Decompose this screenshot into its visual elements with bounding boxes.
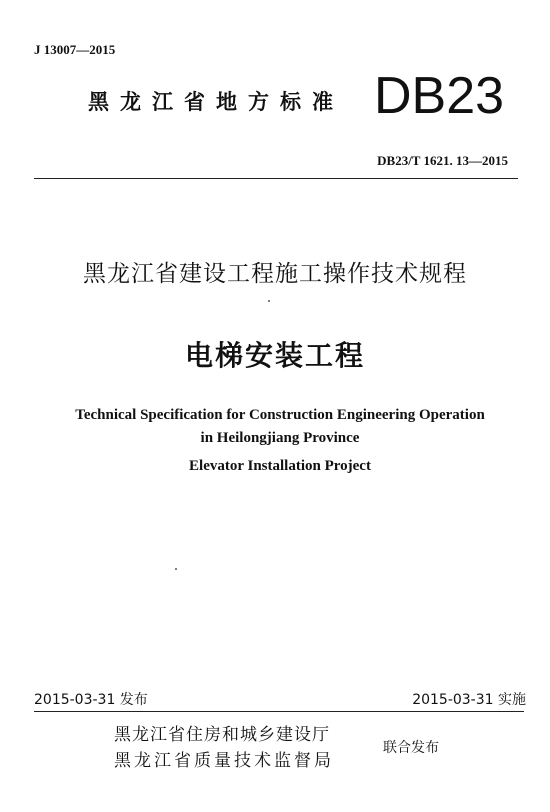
series-title-cn: 黑龙江省建设工程施工操作技术规程	[83, 261, 467, 287]
issue-date: 2015-03-31 发布	[34, 692, 148, 708]
scan-speck	[175, 568, 177, 570]
standard-kind: 黑龙江省地方标准	[88, 90, 344, 114]
top-divider	[34, 178, 518, 179]
record-number: J 13007—2015	[34, 42, 116, 57]
series-title-en-line1: Technical Specification for Construction Engineering Operation	[75, 407, 485, 423]
issuer-housing-dept: 黑龙江省住房和城乡建设厅	[114, 725, 330, 745]
series-title-en	[0, 404, 550, 450]
issuer-quality-bureau: 黑龙江省质量技术监督局	[114, 751, 334, 771]
series-title-en-line2: in Heilongjiang Province	[200, 430, 360, 446]
effective-date: 2015-03-31 实施	[412, 692, 526, 708]
standard-number: DB23/T 1621. 13—2015	[377, 153, 508, 168]
standard-code: DB23	[374, 67, 505, 125]
joint-issue-label: 联合发布	[383, 740, 439, 756]
main-title-cn: 电梯安装工程	[184, 339, 365, 372]
bottom-divider	[34, 711, 524, 712]
main-title-en: Elevator Installation Project	[189, 458, 371, 474]
scan-speck	[268, 300, 270, 302]
